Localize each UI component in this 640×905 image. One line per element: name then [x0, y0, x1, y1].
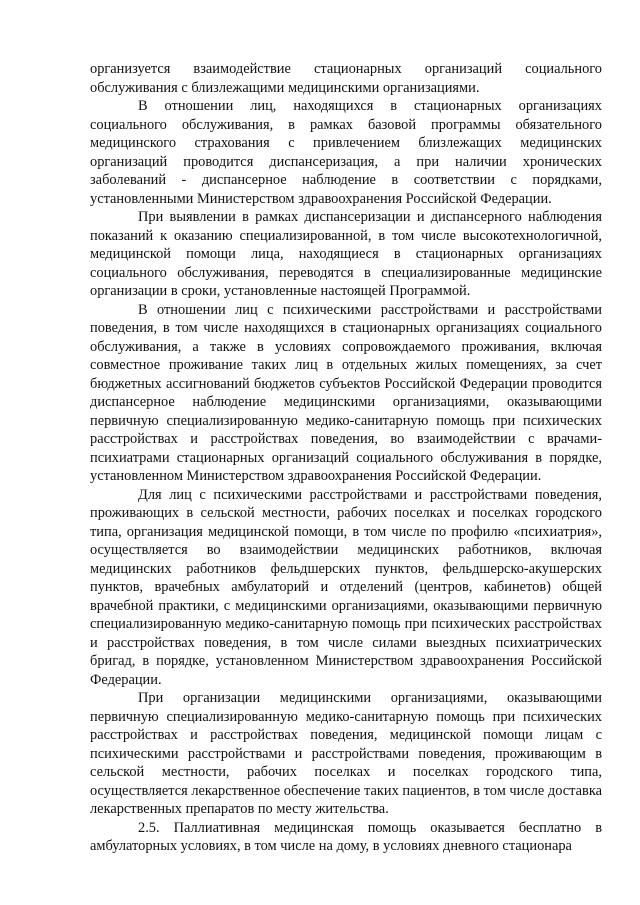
- paragraph: В отношении лиц, находящихся в стационарных организациях социального обслуживания, в рамках базовой программы обязательного медицинского страхования с привлечением близлежащих медицинских организаций проводится диспансеризация, а при наличии хронических заболеваний - диспансерное наблюдение в соответствии с порядками, установленными Министерством здравоохранения Российской Федерации.: [90, 98, 602, 207]
- document-page: [90, 60, 602, 856]
- paragraph: организуется взаимодействие стационарных организаций социального обслуживания с близлежащими медицинскими организациями.: [90, 61, 602, 96]
- paragraph: В отношении лиц с психическими расстройствами и расстройствами поведения, в том числе находящихся в стационарных организациях социального обслуживания, а также в условиях сопровождаемого проживания, включая совместное проживание таких лиц в отдельных жилых помещениях, за счет бюджетных ассигнований бюджетов субъектов Российской Федерации проводится диспансерное наблюдение медицинскими организациями, оказывающими первичную специализированную медико-санитарную помощь при психических расстройствах и расстройствах поведения, во взаимодействии с врачами-психиатрами стационарных организаций социального обслуживания в порядке, установленном Министерством здравоохранения Российской Федерации.: [90, 301, 602, 484]
- paragraph-last: 2.5. Паллиативная медицинская помощь оказывается бесплатно в амбулаторных условиях, в том числе на дому, в условиях дневного стационара: [90, 819, 602, 854]
- paragraph: Для лиц с психическими расстройствами и расстройствами поведения, проживающих в сельской местности, рабочих поселках и поселках городского типа, организация медицинской помощи, в том числе по профилю «психиатрия», осуществляется во взаимодействии медицинских работников, включая медицинских работников фельдшерских пунктов, фельдшерско-акушерских пунктов, врачебных амбулаторий и отделений (центров, кабинетов) общей врачебной практики, с медицинскими организациями, оказывающими первичную специализированную медико-санитарную помощь при психических расстройствах и расстройствах поведения, в том числе силами выездных психиатрических бригад, в порядке, установленном Министерством здравоохранения Российской Федерации.: [90, 486, 602, 688]
- paragraph: При выявлении в рамках диспансеризации и диспансерного наблюдения показаний к оказанию специализированной, в том числе высокотехнологичной, медицинской помощи лица, находящиеся в стационарных организациях социального обслуживания, переводятся в специализированные медицинские организации в сроки, установленные настоящей Программой.: [90, 209, 602, 299]
- paragraph: При организации медицинскими организациями, оказывающими первичную специализированную медико-санитарную помощь при психических расстройствах и расстройствах поведения, медицинской помощи лицам с психическими расстройствами и расстройствами поведения, проживающим в сельской местности, рабочих поселках и поселках городского типа, осуществляется лекарственное обеспечение таких пациентов, в том числе доставка лекарственных препаратов по месту жительства.: [90, 690, 602, 817]
